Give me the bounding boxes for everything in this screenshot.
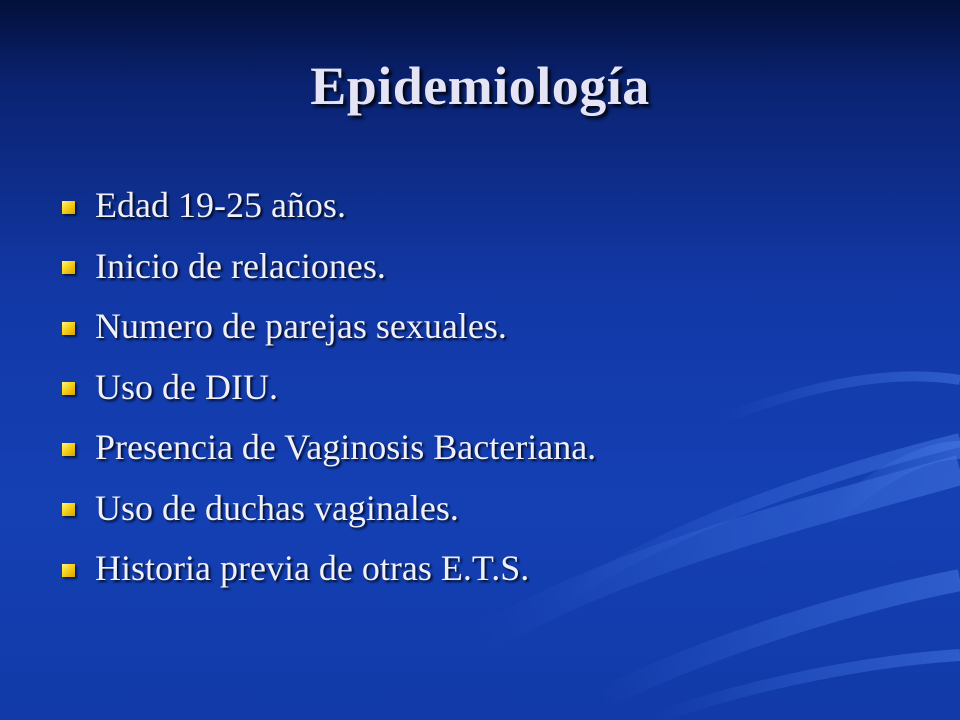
bullet-item xyxy=(62,357,596,418)
square-bullet-icon xyxy=(62,382,75,395)
bullet-item xyxy=(62,538,596,599)
bullet-item xyxy=(62,296,596,357)
square-bullet-icon xyxy=(62,322,75,335)
slide-title: Epidemiología xyxy=(310,56,650,116)
bullet-text: Uso de duchas vaginales. xyxy=(95,487,459,528)
bullet-item xyxy=(62,236,596,297)
bullet-list xyxy=(62,175,596,599)
square-bullet-icon xyxy=(62,503,75,516)
bullet-text: Uso de DIU. xyxy=(95,366,278,407)
bullet-text: Presencia de Vaginosis Bacteriana. xyxy=(95,427,597,468)
square-bullet-icon xyxy=(62,261,75,274)
bullet-text: Inicio de relaciones. xyxy=(95,245,386,286)
square-bullet-icon xyxy=(62,201,75,214)
bullet-text: Edad 19-25 años. xyxy=(95,185,346,226)
square-bullet-icon xyxy=(62,564,75,577)
bullet-item xyxy=(62,175,596,236)
bullet-item xyxy=(62,417,596,478)
bullet-text: Numero de parejas sexuales. xyxy=(95,306,507,347)
bullet-text: Historia previa de otras E.T.S. xyxy=(95,548,530,589)
square-bullet-icon xyxy=(62,443,75,456)
bullet-item xyxy=(62,478,596,539)
